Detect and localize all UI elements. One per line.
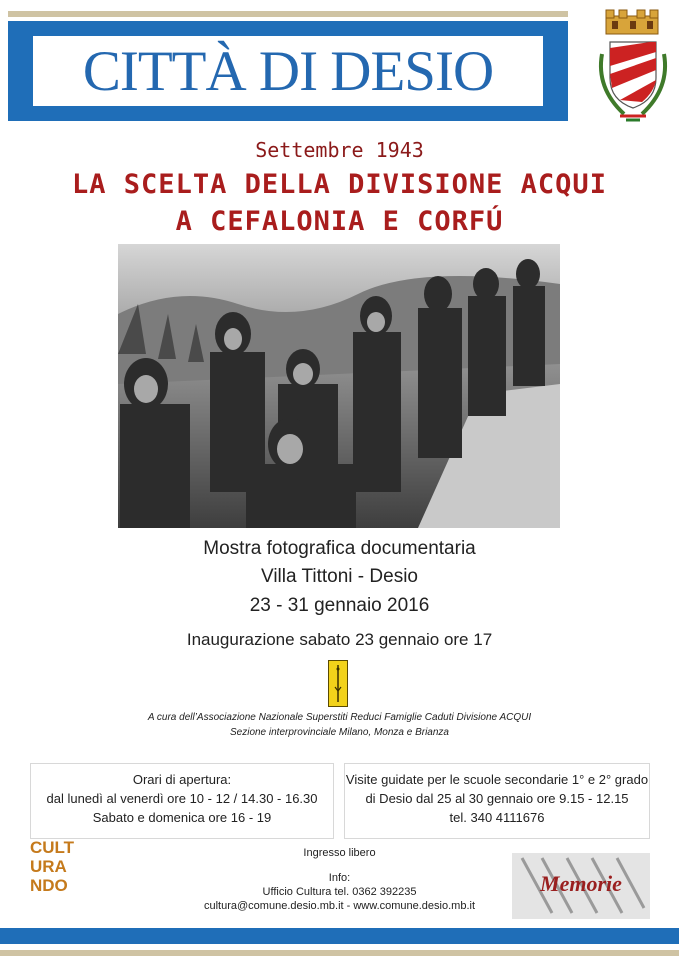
visits-line-2: di Desio dal 25 al 30 gennaio ore 9.15 - 12.15 [365,791,629,806]
memorie-logo-text: Memorie [540,871,622,896]
acqui-insignia-icon [328,660,348,707]
top-stripe [8,11,568,17]
bottom-stripe [0,950,679,956]
opening-info: Inaugurazione sabato 23 gennaio ore 17 [186,630,493,649]
bottom-blue-bar [0,928,679,944]
memorie-logo [512,853,650,919]
info-label: Info: [328,872,351,884]
main-title-line-2: A CEFALONIA E CORFÚ [175,206,504,237]
visits-phone: tel. 340 4111676 [449,810,545,825]
exhibition-venue: Villa Tittoni - Desio [261,566,418,587]
opening-hours-box [30,763,334,839]
date-subtitle: Settembre 1943 [255,138,424,162]
exhibition-type: Mostra fotografica documentaria [203,538,476,559]
hours-weekend: Sabato e domenica ore 16 - 19 [92,810,272,825]
curator-credit-line-1: A cura dell’Associazione Nazionale Superstiti Reduci Famiglie Caduti Divisione ACQUI [147,712,532,723]
contact-email-web: cultura@comune.desio.mb.it - www.comune.desio.mb.it [204,900,475,912]
culture-office-phone: Ufficio Cultura tel. 0362 392235 [262,886,417,898]
free-entry: Ingresso libero [303,847,376,859]
hours-title: Orari di apertura: [132,772,232,787]
visits-line-1: Visite guidate per le scuole secondarie 1° e 2° grado [345,772,649,787]
guided-visits-box [344,763,650,839]
header-banner [8,21,568,121]
culturando-logo-text: CULTURANDO [30,838,75,895]
curator-credit-line-2: Sezione interprovinciale Milano, Monza e Brianza [229,727,449,738]
coat-of-arms-icon [590,8,676,126]
exhibition-dates: 23 - 31 gennaio 2016 [249,595,430,616]
banner-inner [33,36,543,106]
city-title: CITTÀ DI DESIO [82,39,494,103]
hours-weekdays: dal lunedì al venerdì ore 10 - 12 / 14.30 - 16.30 [46,791,318,806]
soldiers-marching-photo [118,244,560,528]
main-title-line-1: LA SCELTA DELLA DIVISIONE ACQUI [72,169,607,200]
